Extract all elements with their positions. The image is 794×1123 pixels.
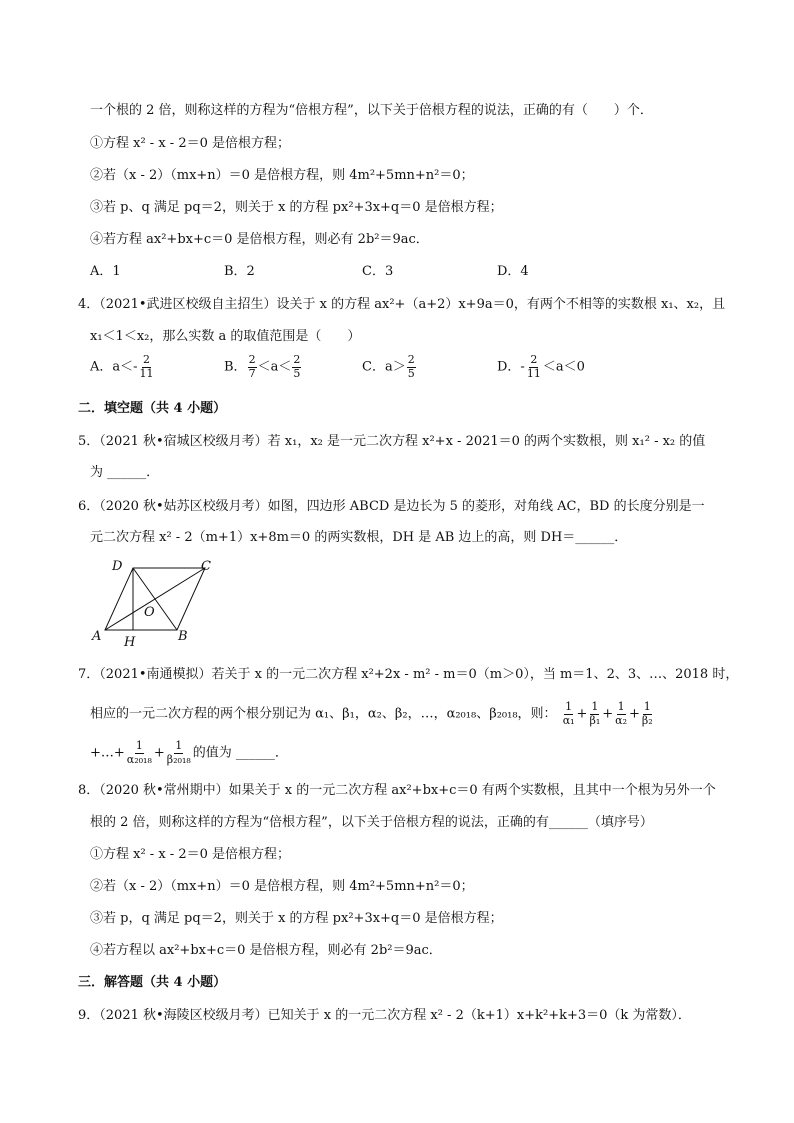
label-h: H (124, 635, 136, 650)
q9-stem: 9．（2021 秋•海陵区校级月考）已知关于 x 的一元二次方程 x² - 2（k+1）x+k²+k+3＝0（k 为常数）． (78, 1008, 691, 1023)
q4-stem: 4．（2021•武进区校级自主招生）设关于 x 的方程 ax²+（a+2）x+9a＝0，有两个不相等的实数根 x₁、x₂，且 (78, 297, 726, 312)
q3-statement-2: ②若（x - 2）（mx+n）＝0 是倍根方程，则 4m²+5mn+n²＝0； (90, 168, 474, 183)
q4-option-b-fraction-1: $\frac{2}{7}$ (248, 353, 256, 380)
q7-plus-3: + (628, 706, 640, 722)
q4-option-c-fraction: $\frac{2}{5}$ (407, 353, 415, 380)
q3-statement-1: ①方程 x² - x - 2＝0 是倍根方程； (90, 136, 290, 151)
q6-stem: 6．（2020 秋•姑苏区校级月考）如图，四边形 ABCD 是边长为 5 的菱形，对角线 AC，BD 的长度分别是一 (78, 499, 705, 514)
q3-statement-4: ④若方程 ax²+bx+c＝0 是倍根方程，则必有 2b²＝9ac． (90, 232, 429, 247)
q8-statement-3: ③若 p，q 满足 pq＝2，则关于 x 的方程 px²+3x+q＝0 是倍根方程； (90, 911, 503, 926)
q7-sum-line (90, 740, 288, 766)
section-2-title: 二．填空题（共 4 小题） (78, 401, 227, 416)
q8-stem: 8．（2020 秋•常州期中）如果关于 x 的一元二次方程 ax²+bx+c＝0 有两个实数根，且其中一个根为另外一个 (78, 783, 716, 798)
q4-option-b-label: B． (224, 359, 247, 375)
diagonal-bd (133, 568, 177, 630)
q4-option-c-label: C．a＞ (362, 359, 406, 375)
q5-stem: 5．（2021 秋•宿城区校级月考）若 x₁，x₂ 是一元二次方程 x²+x - 2021＝0 的两个实数根，则 x₁² - x₂ 的值 (78, 434, 706, 449)
q7-stem: 7．（2021•南通模拟）若关于 x 的一元二次方程 x²+2x - m² - m＝0（m＞0），当 m＝1、2、3、…、2018 时， (78, 667, 739, 682)
q3-intro-tail: 一个根的 2 倍，则称这样的方程为“倍根方程”，以下关于倍根方程的说法，正确的有（ ）个． (90, 103, 653, 118)
q7-ellipsis: +…+ (90, 745, 125, 761)
q7-plus-2: + (602, 706, 614, 722)
q4-option-a-label: A．a＜- (90, 359, 138, 375)
q7-fraction-3: $\frac{1}{\text{α₂}}$ (615, 700, 627, 727)
q7-fraction-1: $\frac{1}{\text{α₁}}$ (562, 700, 575, 727)
q7-fraction-4: $\frac{1}{\text{β₂}}$ (641, 700, 653, 727)
label-b: B (178, 629, 188, 644)
q6-stem-cont: 元二次方程 x² - 2（m+1）x+8m＝0 的两实数根，DH 是 AB 边上的高，则 DH＝______． (90, 530, 628, 545)
q3-option-b: B．2 (224, 264, 255, 279)
q4-stem-cont: x₁＜1＜x₂，那么实数 a 的取值范围是（ ） (90, 329, 361, 344)
q8-stem-cont: 根的 2 倍，则称这样的方程为“倍根方程”，以下关于倍根方程的说法，正确的有______（填序号） (90, 815, 653, 830)
q4-option-d-label: D．- (497, 359, 525, 375)
label-a: A (92, 629, 102, 644)
q5-stem-cont: 为 ______． (90, 465, 160, 480)
q8-statement-4: ④若方程以 ax²+bx+c＝0 是倍根方程，则必有 2b²＝9ac． (90, 943, 442, 958)
label-d: D (112, 559, 123, 574)
q4-option-b-mid: ＜a＜ (257, 359, 292, 375)
q7-plus-1: + (576, 706, 588, 722)
label-c: C (201, 559, 211, 574)
q4-option-d (497, 354, 585, 380)
q7-plus-4: + (153, 745, 165, 761)
q8-statement-1: ①方程 x² - x - 2＝0 是倍根方程； (90, 847, 290, 862)
q4-option-d-fraction: $\frac{2}{11}$ (526, 353, 541, 380)
q4-option-a-fraction: $\frac{2}{11}$ (139, 353, 154, 380)
q3-option-d: D．4 (497, 264, 529, 279)
q8-statement-2: ②若（x - 2）（mx+n）＝0 是倍根方程，则 4m²+5mn+n²＝0； (90, 879, 474, 894)
q3-option-a: A．1 (90, 264, 121, 279)
q7-fraction-2: $\frac{1}{\text{β₁}}$ (589, 700, 601, 727)
q7-roots-text: 相应的一元二次方程的两个根分别记为 α₁、β₁，α₂、β₂，…，α₂₀₁₈、β₂₀₁₈，则： (90, 706, 557, 722)
q7-fraction-5: $\frac{1}{\text{α₂₀₁₈}}$ (126, 739, 152, 766)
q4-option-b-fraction-2: $\frac{2}{5}$ (293, 353, 301, 380)
label-o: O (144, 605, 155, 620)
q7-tail: 的值为 ______． (192, 745, 288, 761)
q3-statement-3: ③若 p、q 满足 pq＝2，则关于 x 的方程 px²+3x+q＝0 是倍根方程； (90, 200, 503, 215)
q4-option-b (224, 354, 302, 380)
q3-option-c: C．3 (362, 264, 394, 279)
q4-option-a (90, 354, 156, 380)
q7-fraction-6: $\frac{1}{\text{β₂₀₁₈}}$ (166, 739, 191, 766)
q7-stem-cont (90, 701, 655, 727)
q4-option-c (362, 354, 417, 380)
rhombus-figure (88, 558, 211, 650)
q4-option-d-tail: ＜a＜0 (542, 359, 585, 375)
section-3-title: 三．解答题（共 4 小题） (78, 975, 227, 990)
